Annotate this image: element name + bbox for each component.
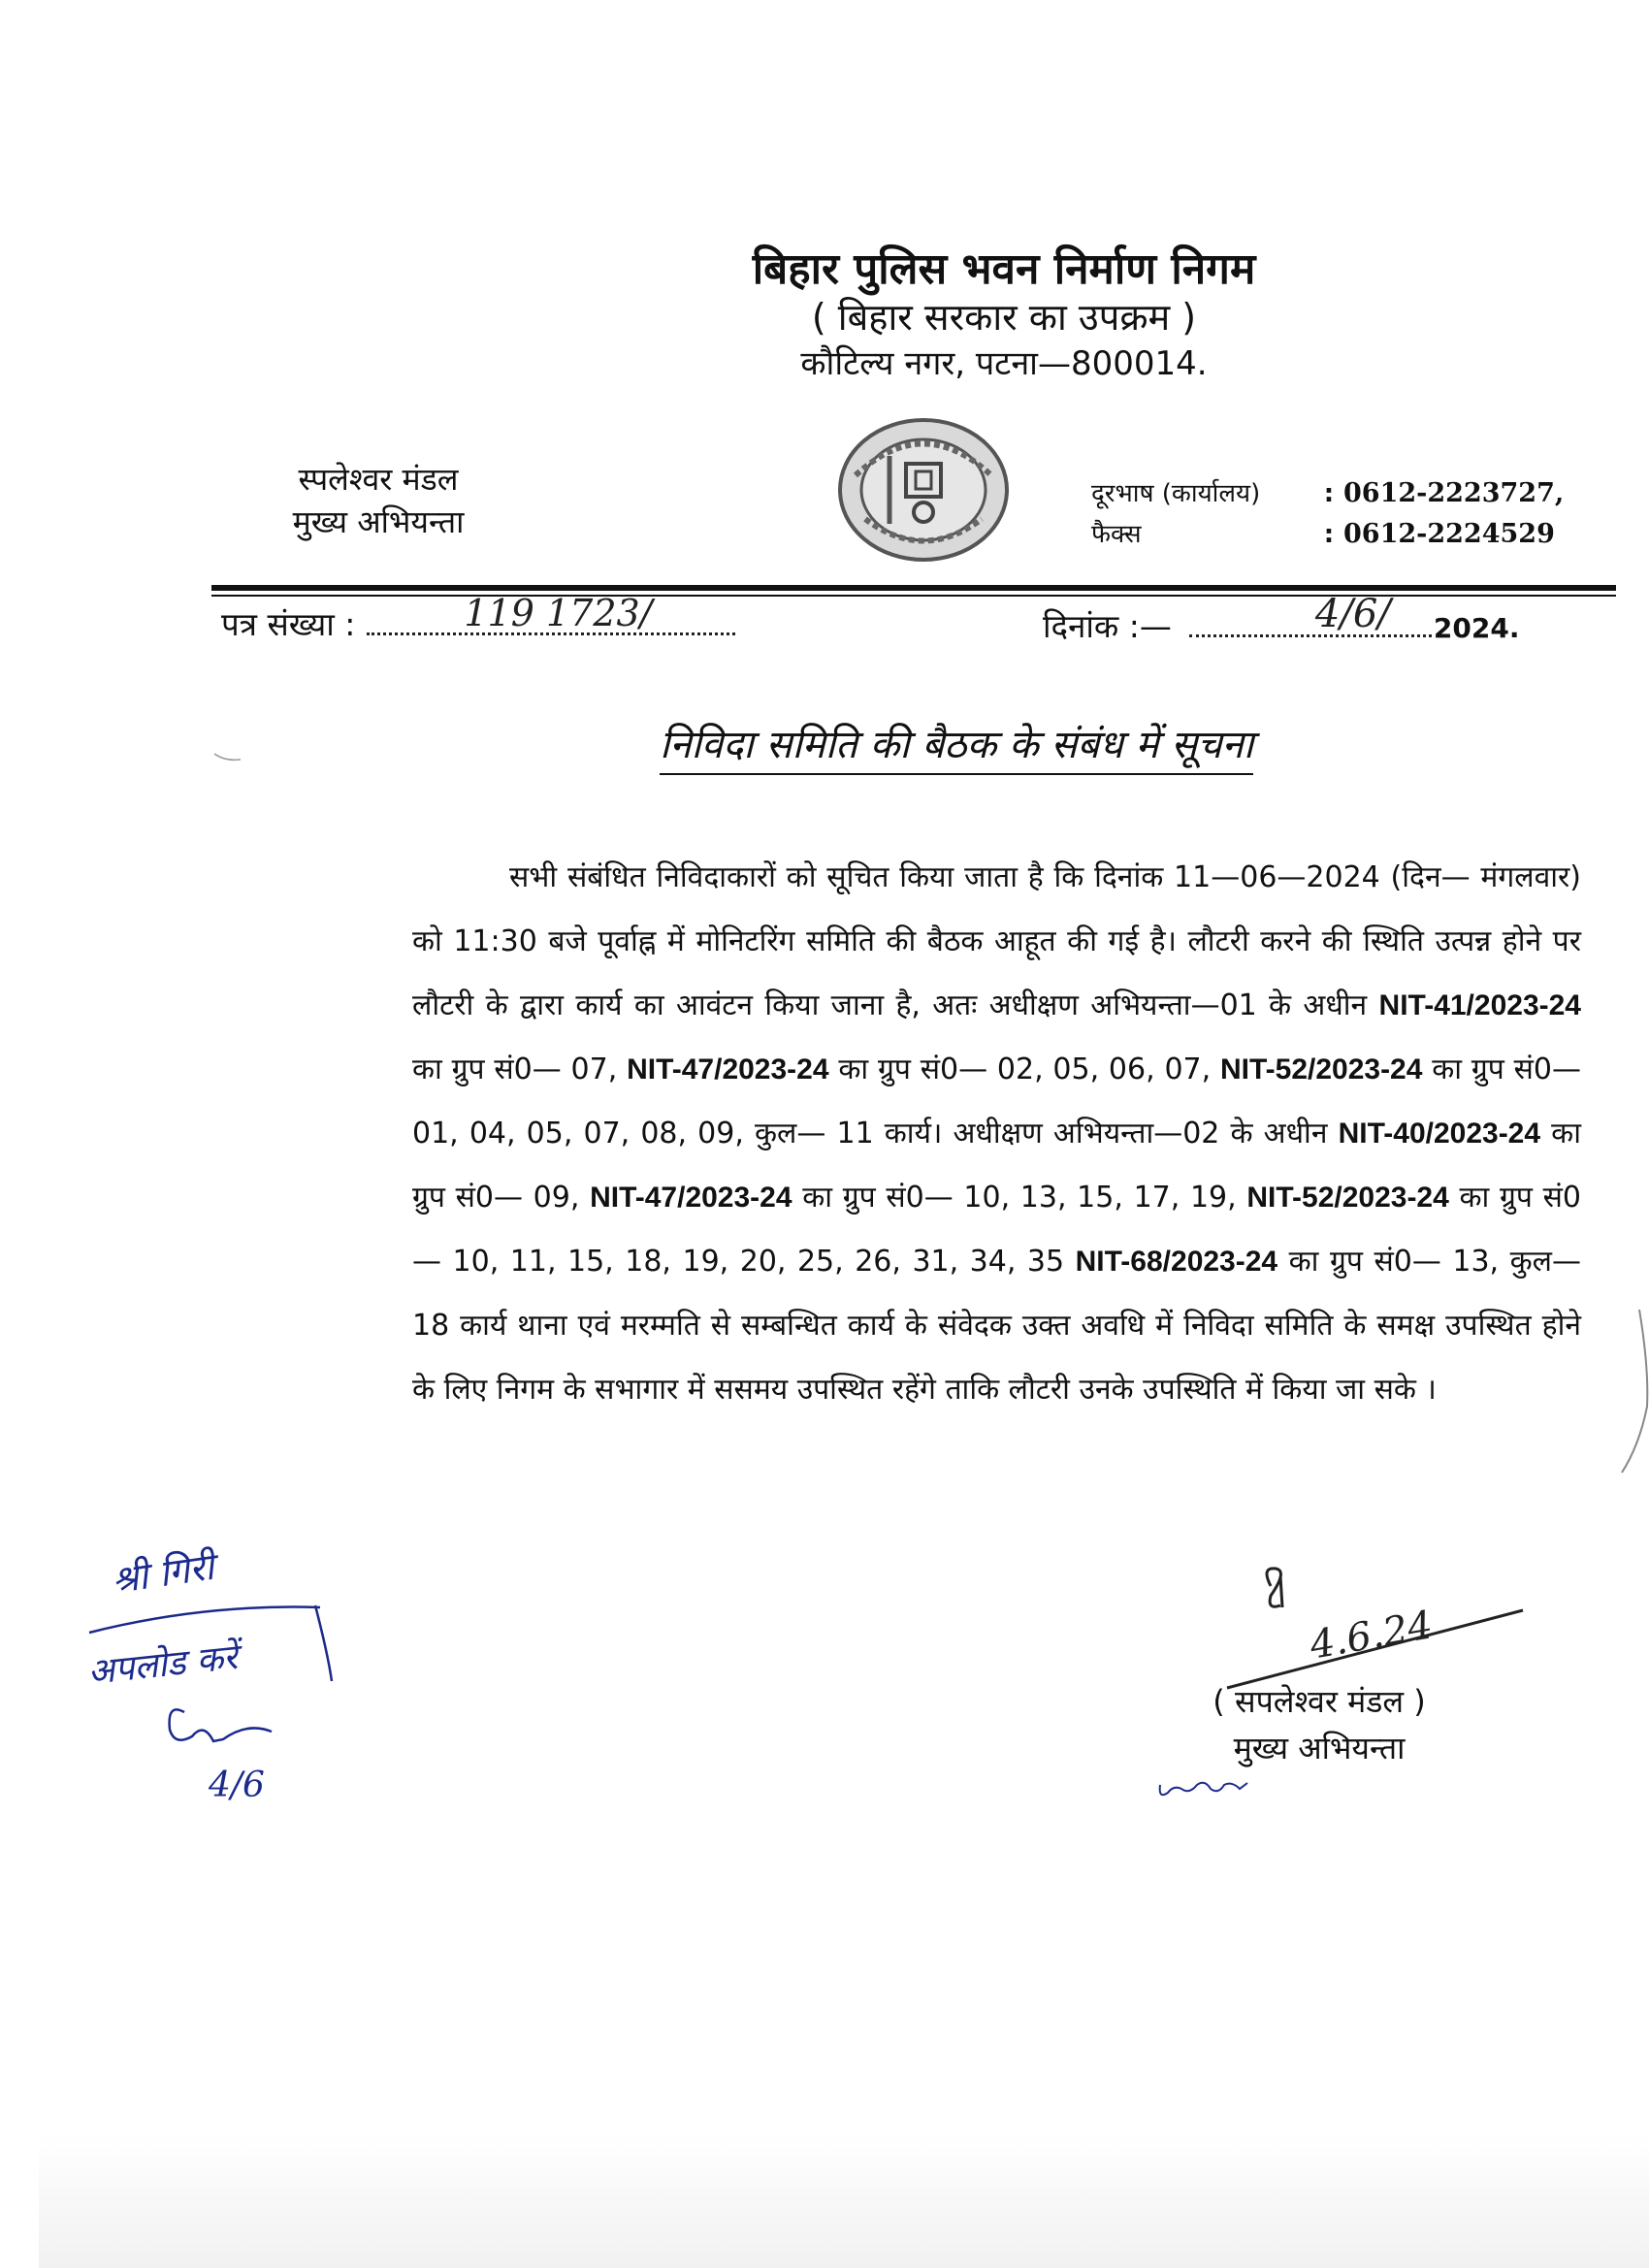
- initials-icon: [1154, 1756, 1271, 1814]
- handwritten-letter-number: 119 1723/: [464, 592, 653, 634]
- handwritten-date: 4/6/: [1314, 592, 1391, 636]
- notice-body: [412, 846, 1581, 1422]
- nit-number: NIT-52/2023-24: [1246, 1182, 1449, 1214]
- signatory-name: ( सपलेश्वर मंडल ): [1212, 1683, 1426, 1720]
- body-text: का ग्रुप सं0— 13, कुल—18 कार्य थाना एवं मरम्मति से सम्बन्धित कार्य के संवेदक उक्त अवधि में निविदा समिति के समक्ष उपस्थित होने के लिए निगम के सभागार में ससमय उपस्थित रहेंगे ताकि लौटरी उनके उपस्थिति में किया जा सके ।: [412, 1245, 1581, 1407]
- nit-number: NIT-41/2023-24: [1378, 989, 1581, 1021]
- signature-block: [1203, 1557, 1552, 1693]
- nit-number: NIT-68/2023-24: [1075, 1246, 1278, 1278]
- header-divider: [211, 585, 1616, 591]
- org-name: बिहार पुलिस भवन निर्माण निगम: [752, 244, 1256, 294]
- org-subtitle: ( बिहार सरकार का उपक्रम ): [811, 296, 1197, 339]
- fax-row: [1091, 514, 1564, 555]
- org-address: कौटिल्य नगर, पटना—800014.: [800, 344, 1208, 383]
- fax-value: 0612-2224529: [1343, 519, 1555, 549]
- body-text: सभी संबंधित निविदाकारों को सूचित किया जाता है कि दिनांक 11—06—2024 (दिन— मंगलवार) को 11:30 बजे पूर्वाह्न में मोनिटरिंग समिति की बैठक आहूत की गई है। लौटरी करने की स्थिति उत्पन्न होने पर लौटरी के द्वारा कार्य का आवंटन किया जाना है, अतः अधीक्षण अभियन्ता—01 के अधीन: [412, 860, 1581, 1022]
- body-text: का ग्रुप सं0— 07,: [412, 1053, 628, 1086]
- margin-note-line3: 4/6: [209, 1766, 265, 1805]
- phone-row: [1091, 473, 1564, 514]
- scan-edge-icon: [1610, 1310, 1649, 1474]
- margin-notes: [78, 1544, 369, 1829]
- officer-block: [252, 458, 504, 543]
- body-text: का ग्रुप सं0— 09,: [412, 1117, 1581, 1215]
- nit-number: NIT-47/2023-24: [590, 1182, 792, 1214]
- letter-number-line: [221, 592, 735, 645]
- fax-label: फैक्स: [1091, 520, 1142, 549]
- letter-number-label: पत्र संख्या :: [221, 605, 356, 643]
- nit-number: NIT-40/2023-24: [1338, 1118, 1541, 1150]
- margin-note-line2: अपलोड करें: [85, 1637, 240, 1693]
- scan-shadow: [39, 2134, 1649, 2268]
- officer-name: स्पलेश्वर मंडल: [298, 461, 459, 498]
- body-text: का ग्रुप सं0— 01, 04, 05, 07, 08, 09, कुल— 11 कार्य। अधीक्षण अभियन्ता—02 के अधीन: [412, 1053, 1581, 1150]
- margin-note-line1: श्री गिरी: [109, 1544, 217, 1603]
- phone-value: 0612-2223727,: [1343, 478, 1565, 508]
- date-label: दिनांक :—: [1043, 607, 1172, 645]
- date-year: 2024.: [1433, 612, 1520, 644]
- nit-number: NIT-52/2023-24: [1219, 1053, 1423, 1085]
- body-text: का ग्रुप सं0— 02, 05, 06, 07,: [828, 1053, 1220, 1086]
- dotted-fill: [1189, 627, 1432, 637]
- subject-heading: निविदा समिति की बैठक के संबंध में सूचना: [660, 716, 1253, 775]
- body-text: का ग्रुप सं0— 10, 13, 15, 17, 19,: [792, 1181, 1247, 1215]
- contact-block: [1091, 473, 1564, 555]
- signature-date: 4.6.24: [1306, 1603, 1437, 1669]
- notice-paragraph: [412, 846, 1581, 1422]
- officer-designation: मुख्य अभियन्ता: [292, 503, 465, 540]
- body-text: का ग्रुप सं0— 10, 11, 15, 18, 19, 20, 25, 26, 31, 34, 35: [412, 1181, 1581, 1279]
- scan-mark-icon: [213, 752, 242, 761]
- date-field: [1189, 592, 1432, 645]
- letter-number-field: [367, 592, 735, 643]
- signatory-designation: मुख्य अभियन्ता: [1233, 1730, 1406, 1766]
- phone-colon: :: [1323, 479, 1335, 508]
- fax-colon: :: [1323, 520, 1335, 549]
- org-seal-icon: [836, 417, 1011, 563]
- date-line: [1043, 592, 1520, 647]
- phone-label: दूरभाष (कार्यालय): [1091, 479, 1261, 508]
- nit-number: NIT-47/2023-24: [627, 1053, 829, 1085]
- header-divider-thin: [211, 595, 1616, 597]
